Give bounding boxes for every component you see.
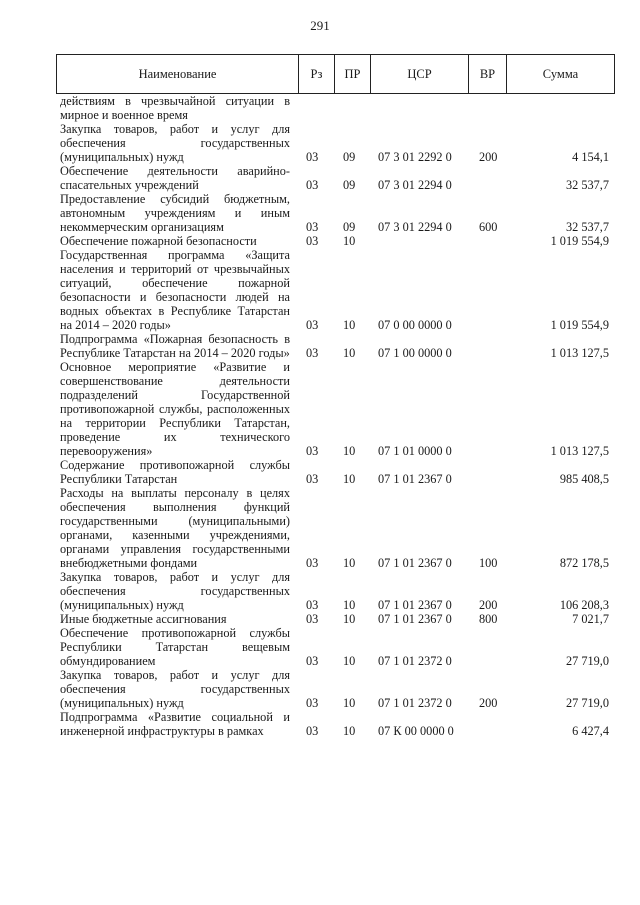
row-name: Основное мероприятие «Развитие и совершенствование деятельности подразделений Государственной противопожарной службы, расположенных на территории Республики Татарстан, проведение их технического перевооружения»	[60, 360, 290, 458]
row-sum: 6 427,4	[572, 724, 609, 738]
table-row	[60, 668, 615, 710]
row-rz: 03	[306, 556, 319, 570]
table-row	[60, 192, 615, 234]
row-vr: 200	[479, 150, 498, 164]
row-pr: 09	[343, 178, 356, 192]
row-vr: 800	[479, 612, 498, 626]
row-name: Иные бюджетные ассигнования	[60, 612, 227, 626]
row-csr: 07 1 01 2367 0	[378, 612, 452, 626]
row-name: Обеспечение противопожарной службы Республики Татарстан вещевым обмундированием	[60, 626, 290, 668]
row-csr: 07 1 00 0000 0	[378, 346, 452, 360]
row-csr: 07 3 01 2294 0	[378, 220, 452, 234]
row-csr: 07 1 01 2372 0	[378, 696, 452, 710]
table-row	[60, 710, 615, 738]
row-rz: 03	[306, 318, 319, 332]
header-csr: ЦСР	[371, 55, 469, 93]
row-rz: 03	[306, 178, 319, 192]
table-row	[60, 94, 615, 122]
row-pr: 10	[343, 724, 356, 738]
row-name: Обеспечение деятельности аварийно-спасательных учреждений	[60, 164, 290, 192]
row-sum: 1 019 554,9	[550, 234, 609, 248]
row-rz: 03	[306, 612, 319, 626]
row-sum: 32 537,7	[565, 220, 609, 234]
row-sum: 27 719,0	[565, 696, 609, 710]
row-rz: 03	[306, 234, 319, 248]
row-pr: 10	[343, 598, 356, 612]
row-csr: 07 1 01 2367 0	[378, 472, 452, 486]
row-csr: 07 1 01 2372 0	[378, 654, 452, 668]
table-header	[56, 54, 615, 94]
row-pr: 10	[343, 444, 356, 458]
row-sum: 32 537,7	[565, 178, 609, 192]
header-sum: Сумма	[542, 67, 579, 81]
row-pr: 10	[343, 472, 356, 486]
row-name: Подпрограмма «Пожарная безопасность в Республике Татарстан на 2014 – 2020 годы»	[60, 332, 290, 360]
table-row	[60, 458, 615, 486]
row-name: действиям в чрезвычайной ситуации в мирное и военное время	[60, 94, 290, 122]
row-csr: 07 3 01 2294 0	[378, 178, 452, 192]
row-sum: 7 021,7	[572, 612, 609, 626]
row-name: Предоставление субсидий бюджетным, автономным учреждениям и иным некоммерческим организациям	[60, 192, 290, 234]
row-rz: 03	[306, 696, 319, 710]
row-name: Обеспечение пожарной безопасности	[60, 234, 257, 248]
row-pr: 10	[343, 234, 356, 248]
row-vr: 100	[479, 556, 498, 570]
row-csr: 07 1 01 2367 0	[378, 556, 452, 570]
row-vr: 200	[479, 696, 498, 710]
table-row	[60, 626, 615, 668]
table-row	[60, 332, 615, 360]
row-pr: 09	[343, 220, 356, 234]
row-sum: 4 154,1	[572, 150, 609, 164]
row-sum: 1 019 554,9	[550, 318, 609, 332]
table-body	[60, 94, 615, 738]
row-csr: 07 3 01 2292 0	[378, 150, 452, 164]
header-pr: ПР	[335, 55, 371, 93]
row-rz: 03	[306, 220, 319, 234]
row-pr: 10	[343, 346, 356, 360]
row-sum: 27 719,0	[565, 654, 609, 668]
table-row	[60, 248, 615, 332]
row-sum: 1 013 127,5	[550, 444, 609, 458]
row-rz: 03	[306, 598, 319, 612]
row-sum: 106 208,3	[559, 598, 609, 612]
row-csr: 07 К 00 0000 0	[378, 724, 454, 738]
row-sum: 872 178,5	[559, 556, 609, 570]
row-pr: 10	[343, 696, 356, 710]
table-row	[60, 122, 615, 164]
row-csr: 07 1 01 0000 0	[378, 444, 452, 458]
row-sum: 985 408,5	[559, 472, 609, 486]
header-rz: Рз	[299, 55, 335, 93]
row-rz: 03	[306, 346, 319, 360]
row-rz: 03	[306, 654, 319, 668]
row-rz: 03	[306, 444, 319, 458]
table-row	[60, 360, 615, 458]
table-row	[60, 486, 615, 570]
header-name: Наименование	[57, 55, 299, 93]
table-row	[60, 612, 615, 626]
row-csr: 07 0 00 0000 0	[378, 318, 452, 332]
row-csr: 07 1 01 2367 0	[378, 598, 452, 612]
row-rz: 03	[306, 724, 319, 738]
row-sum: 1 013 127,5	[550, 346, 609, 360]
row-name: Закупка товаров, работ и услуг для обеспечения государственных (муниципальных) нужд	[60, 122, 290, 164]
row-pr: 10	[343, 654, 356, 668]
row-name: Государственная программа «Защита населения и территорий от чрезвычайных ситуаций, обеспечение пожарной безопасности и безопасности людей на водных объектах в Республике Татарстан на 2014 – 2020 годы»	[60, 248, 290, 332]
table-row	[60, 164, 615, 192]
row-rz: 03	[306, 150, 319, 164]
header-vr: ВР	[469, 55, 507, 93]
row-pr: 10	[343, 556, 356, 570]
row-pr: 10	[343, 612, 356, 626]
row-name: Расходы на выплаты персоналу в целях обеспечения выполнения функций государственными (муниципальными) органами, казенными учреждениями, органами управления государственными внебюджетными фондами	[60, 486, 290, 570]
row-name: Закупка товаров, работ и услуг для обеспечения государственных (муниципальных) нужд	[60, 668, 290, 710]
row-name: Подпрограмма «Развитие социальной и инженерной инфраструктуры в рамках	[60, 710, 290, 738]
page-number: 291	[310, 18, 330, 33]
row-pr: 10	[343, 318, 356, 332]
row-vr: 600	[479, 220, 498, 234]
table-row	[60, 234, 615, 248]
row-name: Закупка товаров, работ и услуг для обеспечения государственных (муниципальных) нужд	[60, 570, 290, 612]
row-vr: 200	[479, 598, 498, 612]
row-pr: 09	[343, 150, 356, 164]
row-name: Содержание противопожарной службы Республики Татарстан	[60, 458, 290, 486]
row-rz: 03	[306, 472, 319, 486]
table-row	[60, 570, 615, 612]
